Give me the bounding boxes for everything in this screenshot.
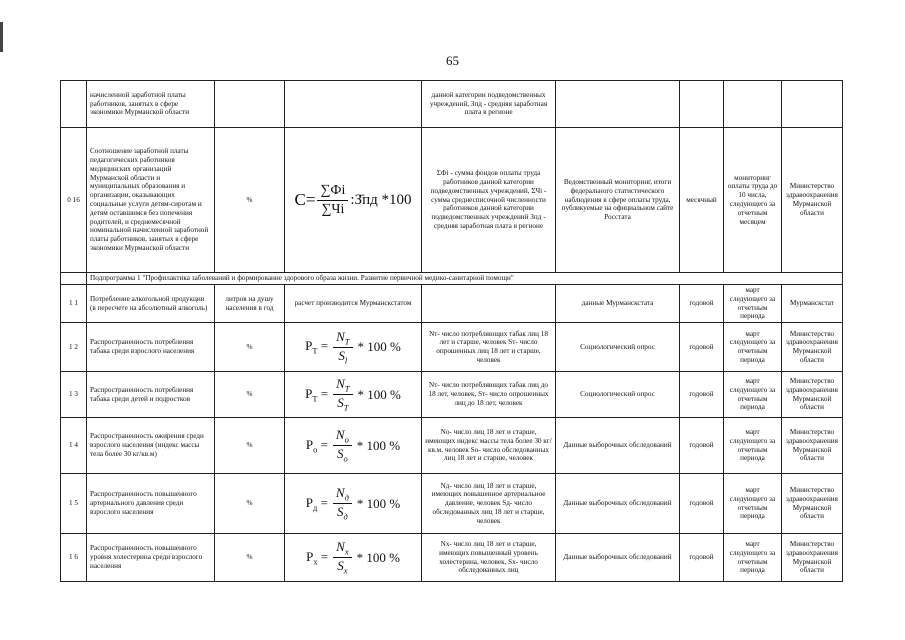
formula	[288, 182, 418, 217]
formula-eq: =	[320, 385, 329, 401]
formula-left: P	[305, 338, 313, 354]
formula-denominator-sub: o	[343, 453, 348, 464]
formula-cell	[285, 534, 422, 582]
formula-numerator: N	[336, 328, 345, 344]
subprogram-row	[61, 273, 843, 285]
formula-eq: =	[320, 494, 328, 510]
table-row	[61, 372, 843, 418]
responsible-cell	[782, 81, 843, 128]
source-cell: Социологический опрос	[556, 323, 680, 372]
formula-cell	[285, 81, 422, 128]
formula-left-sub: T	[312, 393, 318, 404]
formula-left: С=	[294, 189, 316, 209]
formula-left-sub: д	[313, 502, 318, 513]
formula	[288, 427, 418, 464]
formula-cell: расчет производится Мурманскстатом	[285, 285, 422, 323]
description-cell: Nт- число потребляющих табак лиц 18 лет и старше, человек Sт- число опрошенных лиц 18 лет и старше, человек	[422, 323, 556, 372]
formula-cell	[285, 418, 422, 474]
formula-tail: * 100 %	[356, 549, 400, 565]
formula-tail: * 100 %	[357, 386, 401, 402]
formula-eq: =	[320, 436, 328, 452]
formula-left-sub: o	[313, 444, 318, 455]
formula-left-sub: x	[313, 556, 318, 567]
indicator-name: Потребление алкогольной продукции (в пересчете на абсолютный алкоголь)	[87, 285, 215, 323]
row-number: 1 6	[61, 534, 87, 582]
formula-fraction	[333, 539, 351, 576]
row-number: 0 16	[61, 128, 87, 273]
source-cell: Данные выборочных обследований	[556, 418, 680, 474]
unit-cell: %	[215, 128, 285, 273]
table-row	[61, 418, 843, 474]
deadline-cell: март следующего за отчетным периода	[724, 323, 782, 372]
indicator-name: Соотношение заработной платы педагогических работников медицинских организаций Мурманской области и муниципальных образования и организации, оказывающих социальные услуги детям-сиротам и детям оставшимся без попечения родителей, и среднемесячной номинальной начисленной заработной платы работников, занятых в сфере экономики Мурманской области	[87, 128, 215, 273]
formula-fraction	[333, 329, 352, 366]
unit-cell: %	[215, 372, 285, 418]
periodicity-cell: месячный	[680, 128, 724, 273]
formula-tail: :З̄пд *100	[350, 191, 412, 208]
responsible-cell: Министерство здравоохранения Мурманской области	[782, 372, 843, 418]
formula-left: P	[305, 494, 314, 510]
deadline-cell: март следующего за отчетным периода	[724, 534, 782, 582]
unit-cell	[215, 81, 285, 128]
formula-numerator-sub: T	[344, 383, 350, 394]
formula-tail: * 100 %	[356, 495, 401, 511]
source-cell: Социологический опрос	[556, 372, 680, 418]
formula-numerator: N	[336, 539, 345, 555]
periodicity-cell: годовой	[680, 474, 724, 534]
row-number: 1 3	[61, 372, 87, 418]
source-cell	[556, 81, 680, 128]
table-row	[61, 81, 843, 128]
formula-numerator: ∑Фi	[317, 182, 348, 200]
table-row	[61, 128, 843, 273]
formula-numerator-sub: T	[344, 336, 350, 347]
table-row	[61, 285, 843, 323]
indicator-name: Распространенность потребления табака среди детей и подростков	[87, 372, 215, 418]
responsible-cell: Министерство здравоохранения Мурманской области	[782, 323, 843, 372]
row-number	[61, 273, 87, 285]
formula-cell	[285, 372, 422, 418]
table-row	[61, 474, 843, 534]
unit-cell: %	[215, 418, 285, 474]
formula-fraction	[333, 376, 352, 413]
formula-denominator-sub: T	[343, 402, 349, 413]
responsible-cell: Министерство здравоохранения Мурманской области	[782, 534, 843, 582]
indicators-table	[60, 80, 843, 582]
description-cell: Nт- число потребляющих табак лиц до 18 лет, человек, Sт- число опрошенных лиц до 18 лет, человек	[422, 372, 556, 418]
row-number	[61, 81, 87, 128]
formula-numerator: N	[335, 427, 345, 443]
row-number: 1 1	[61, 285, 87, 323]
table-row	[61, 534, 843, 582]
formula-denominator: S	[337, 395, 344, 411]
formula-fraction	[317, 182, 348, 217]
formula-numerator-sub: o	[344, 434, 349, 445]
source-cell: Данные выборочных обследований	[556, 474, 680, 534]
formula-numerator: N	[335, 485, 345, 501]
row-number: 1 4	[61, 418, 87, 474]
source-cell: Ведомственный мониторинг, итоги федерального статистического наблюдения в сфере оплаты труда, публикуемые на официальном сайте Росстата	[556, 128, 680, 273]
source-cell: данные Мурманскстата	[556, 285, 680, 323]
description-cell	[422, 285, 556, 323]
formula-fraction	[333, 427, 352, 464]
formula-denominator: S	[338, 347, 345, 363]
formula	[288, 485, 418, 522]
periodicity-cell: годовой	[680, 534, 724, 582]
deadline-cell: мониторинг оплаты труда до 10 числа, следующего за отчетным месяцем	[724, 128, 782, 273]
formula-fraction	[333, 485, 352, 522]
unit-cell: %	[215, 323, 285, 372]
formula-left-sub: T	[312, 345, 318, 356]
formula-denominator: S	[336, 446, 344, 462]
formula-numerator-sub: x	[344, 546, 349, 557]
formula-denominator: S	[337, 558, 344, 574]
formula-cell	[285, 323, 422, 372]
periodicity-cell: годовой	[680, 285, 724, 323]
formula-tail: * 100 %	[357, 339, 401, 355]
formula-denominator-sub: x	[343, 565, 348, 576]
deadline-cell	[724, 81, 782, 128]
scan-edge-mark	[0, 22, 3, 52]
formula-cell	[285, 474, 422, 534]
indicator-name: Распространенность повышенного артериального давления среди взрослого населения	[87, 474, 215, 534]
source-cell: Данные выборочных обследований	[556, 534, 680, 582]
formula-tail: * 100 %	[356, 437, 401, 453]
indicator-name: Распространенность повышенного уровня холестерина среди взрослого населения	[87, 534, 215, 582]
responsible-cell: Министерство здравоохранения Мурманской области	[782, 418, 843, 474]
formula-numerator-sub: д	[344, 492, 349, 503]
formula-left: P	[305, 385, 313, 401]
periodicity-cell: годовой	[680, 418, 724, 474]
description-cell: No- число лиц 18 лет и старше, имеющих индекс массы тела более 30 кг/кв.м, человек So- число обследованных лиц 18 лет и старше, человек	[422, 418, 556, 474]
formula-denominator-sub: д	[343, 511, 348, 522]
description-cell: данной категории подведомственных учреждений, Зпд - средняя заработная плата в регионе	[422, 81, 556, 128]
row-number: 1 2	[61, 323, 87, 372]
description-cell: ΣФi - сумма фондов оплаты труда работников данной категории подведомственных учреждений, ΣЧi - сумма среднесписочной численности работников данной категории подведомственных учреждений Зпд - средняя заработная плата в регионе	[422, 128, 556, 273]
responsible-cell: Мурманскстат	[782, 285, 843, 323]
unit-cell: %	[215, 534, 285, 582]
periodicity-cell: годовой	[680, 323, 724, 372]
deadline-cell: март следующего за отчетным периода	[724, 372, 782, 418]
periodicity-cell: годовой	[680, 372, 724, 418]
deadline-cell: март следующего за отчетным периода	[724, 418, 782, 474]
deadline-cell: март следующего за отчетным периода	[724, 285, 782, 323]
formula-left: P	[305, 436, 314, 452]
formula	[288, 329, 418, 366]
responsible-cell: Министерство здравоохранения Мурманской области	[782, 128, 843, 273]
formula-eq: =	[320, 338, 329, 354]
formula	[288, 376, 418, 413]
formula-denominator: ∑Чi	[321, 201, 345, 217]
formula-denominator-sub: l	[344, 355, 348, 366]
subprogram-title: Подпрограмма 1 "Профилактика заболеваний и формирование здорового образа жизни. Развитие первичной медико-санитарной помощи"	[87, 273, 843, 285]
unit-cell: %	[215, 474, 285, 534]
formula-denominator: S	[336, 504, 344, 520]
table-row	[61, 323, 843, 372]
formula	[288, 539, 418, 576]
indicator-name: Распространенность ожирения среди взрослого населения (индекс массы тела более 30 кг/кв.м)	[87, 418, 215, 474]
deadline-cell: март следующего за отчетным периода	[724, 474, 782, 534]
description-cell: Nх- число лиц 18 лет и старше, имеющих повышенный уровень холестерина, человек, Sх- число обследованных лиц	[422, 534, 556, 582]
formula-cell	[285, 128, 422, 273]
formula-eq: =	[320, 548, 329, 564]
page-number: 65	[446, 53, 459, 68]
formula-left: P	[306, 548, 314, 564]
formula-numerator: N	[336, 376, 345, 392]
periodicity-cell	[680, 81, 724, 128]
indicator-name: Распространенность потребления табака среди взрослого населения	[87, 323, 215, 372]
responsible-cell: Министерство здравоохранения Мурманской области	[782, 474, 843, 534]
description-cell: Nд- число лиц 18 лет и старше, имеющих повышенное артериальное давление, человек Sд- число обследованных лиц 18 лет и старше, человек	[422, 474, 556, 534]
unit-cell: литров на душу населения в год	[215, 285, 285, 323]
row-number: 1 5	[61, 474, 87, 534]
indicator-name: начисленной заработной платы работников, занятых в сфере экономики Мурманской области	[87, 81, 215, 128]
